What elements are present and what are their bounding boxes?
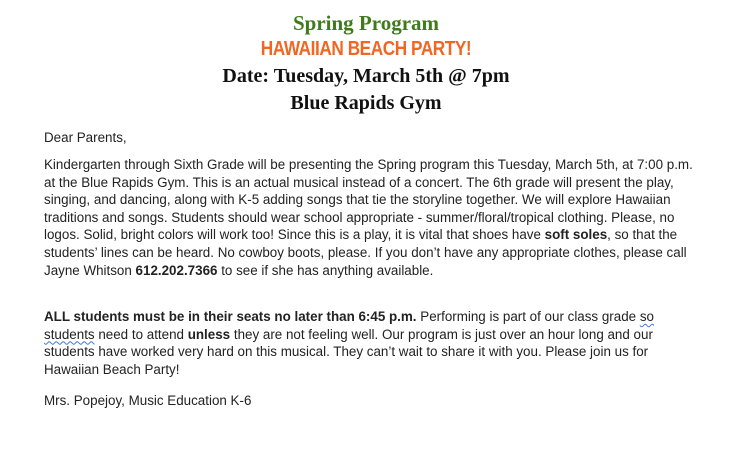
party-title: HAWAIIAN BEACH PARTY! xyxy=(260,38,472,60)
unless-emphasis: unless xyxy=(187,326,231,342)
para1-text-c: , so that the students’ lines can be heard. No cowboy boots, please. If you don’t have any appropriate clothes, please call Jayne Whitson xyxy=(44,227,687,278)
arrival-time-emphasis: ALL students must be in their seats no later than 6:45 p.m. xyxy=(44,309,417,324)
spellcheck-word-students: students xyxy=(44,326,95,342)
para1-text-d: to see if she has anything available. xyxy=(217,262,434,278)
event-date: Date: Tuesday, March 5th @ 7pm xyxy=(222,65,510,87)
para2-text-b: need to attend xyxy=(94,326,188,342)
program-title: Spring Program xyxy=(292,11,440,35)
phone-number: 612.202.7366 xyxy=(135,262,218,278)
paragraph-attendance xyxy=(44,308,704,378)
paragraph-details xyxy=(44,156,704,279)
spellcheck-word-so: so xyxy=(639,309,654,324)
para2-text-c: they are not feeling well. Our program is just over an hour long and our students have worked very hard on this musical. They can’t wait to share it with you. Please join us for Hawaiian Beach Party! xyxy=(44,326,653,377)
para2-text-a: Performing is part of our class grade xyxy=(416,309,640,324)
para1-text-a: Kindergarten through Sixth Grade will be presenting the Spring program this Tuesday, March 5th, at 7:00 p.m. at the Blue Rapids Gym. This is an actual musical instead of a concert. The 6th grade will present the play, singing, and dancing, along with K-5 adding songs that tie the storyline together. We will explore Hawaiian traditions and songs. Students should wear school appropriate - summer/floral/tropical clothing. Please, no logos. Solid, bright colors will work too! Since this is a play, it is vital that shoes have xyxy=(44,157,693,243)
event-venue: Blue Rapids Gym xyxy=(290,92,442,114)
soft-soles-emphasis: soft soles xyxy=(544,227,608,243)
salutation: Dear Parents, xyxy=(44,130,127,145)
signature: Mrs. Popejoy, Music Education K-6 xyxy=(44,393,252,408)
